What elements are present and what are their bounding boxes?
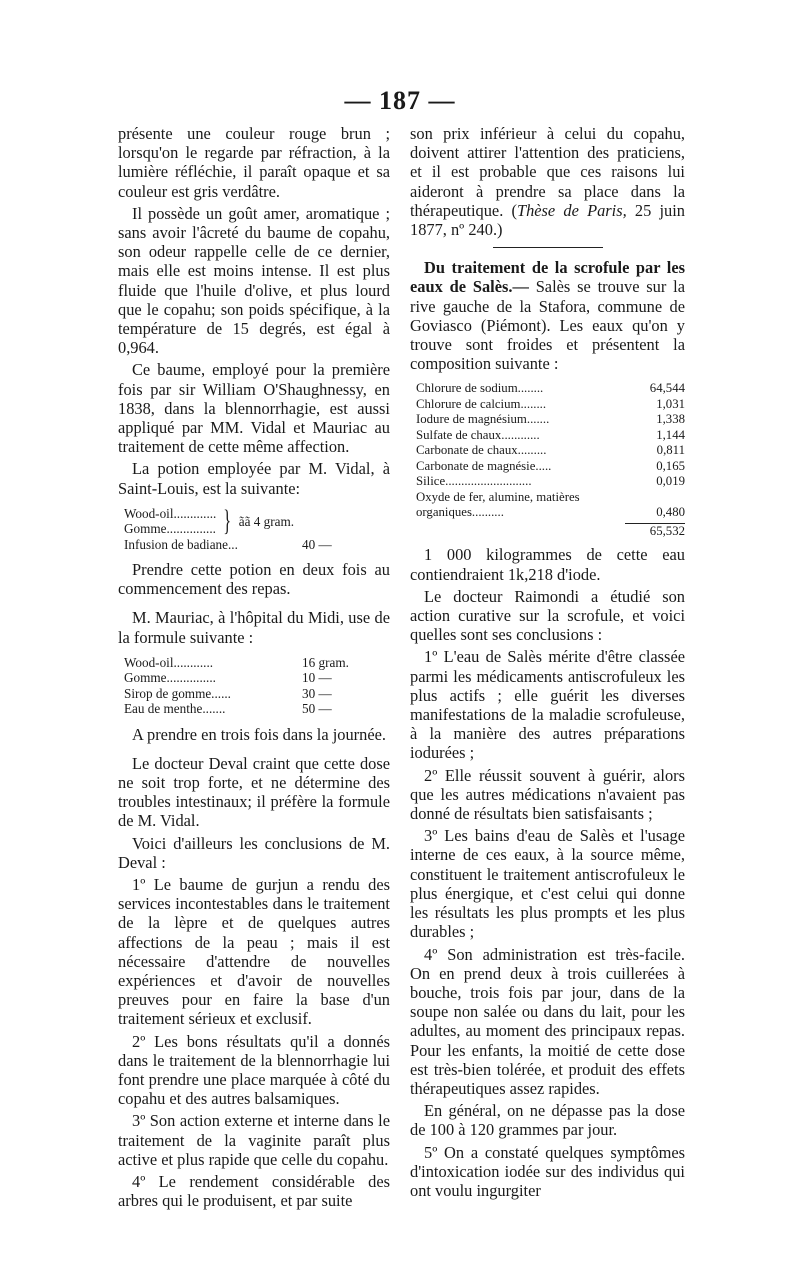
compound-name: Carbonate de chaux......... bbox=[416, 443, 547, 458]
water-composition-table bbox=[416, 381, 685, 539]
compound-value: 1,338 bbox=[656, 412, 685, 427]
section-heading: Du traitement de la scrofule par les eaux de Salès.— bbox=[410, 258, 685, 297]
compound-value: 1,144 bbox=[656, 427, 685, 442]
paragraph: M. Mauriac, à l'hôpital du Midi, use de la formule suivante : bbox=[118, 608, 390, 647]
paragraph: Voici d'ailleurs les conclusions de M. Deval : bbox=[118, 833, 390, 872]
recipe-item: Gomme............... bbox=[124, 670, 216, 686]
paragraph: Le docteur Raimondi a étudié son action curative sur la scrofule, et voici quelles sont ses conclusions : bbox=[410, 586, 685, 645]
compound-value: 0,480 bbox=[656, 505, 685, 520]
paragraph: 1º Le baume de gurjun a rendu des services incontestables dans le traitement de la lèpre et de quelques autres affections de la peau ; mais il est nécessaire d'attendre de nouvelles expériences et d'avoir de nouvelles preuves pour en faire la base d'un traitement sérieux et exclusif. bbox=[118, 874, 390, 1029]
paragraph: 4º Le rendement considérable des arbres qui le produisent, et par suite bbox=[118, 1171, 390, 1211]
paragraph: 2º Elle réussit souvent à guérir, alors que les autres médications n'avaient pas donné de résultats bien satisfaisants ; bbox=[410, 765, 685, 824]
compound-value: 0,019 bbox=[656, 474, 685, 489]
recipe-item: Eau de menthe....... bbox=[124, 701, 226, 717]
section-paragraph bbox=[410, 258, 685, 373]
recipe-vidal bbox=[124, 506, 390, 552]
compound-name: Chlorure de calcium........ bbox=[416, 396, 547, 411]
paragraph: 2º Les bons résultats qu'il a donnés dans le traitement de la blennorrhagie lui font prendre une place marquée à côté du copahu et des autres balsamiques. bbox=[118, 1031, 390, 1109]
compound-name: Carbonate de magnésie..... bbox=[416, 458, 552, 473]
recipe-quantity: 50 — bbox=[302, 701, 332, 717]
recipe-item: Gomme............... bbox=[124, 521, 216, 537]
recipe-quantity: 10 — bbox=[302, 670, 332, 686]
table-row bbox=[416, 397, 685, 413]
table-total: 65,532 bbox=[625, 523, 685, 540]
paragraph: A prendre en trois fois dans la journée. bbox=[132, 724, 386, 744]
compound-name: Sulfate de chaux............ bbox=[416, 427, 540, 442]
paragraph: Prendre cette potion en deux fois au commencement des repas. bbox=[118, 560, 390, 599]
paragraph: Ce baume, employé pour la première fois par sir William O'Shaughnessy, en 1838, dans la blennorrhagie, est aussi appliqué par MM. Vidal et Mauriac au traitement de cette même affection. bbox=[118, 360, 390, 457]
table-row bbox=[416, 490, 685, 521]
compound-value: 0,811 bbox=[656, 443, 685, 458]
paragraph: 1º L'eau de Salès mérite d'être classée parmi les médicaments antiscrofuleux les plus actifs ; elle guérit les diverses manifestations de la maladie scrofuleuse, à la manière des autres préparations iodurées ; bbox=[410, 647, 685, 763]
section-divider bbox=[493, 247, 603, 248]
paragraph: En général, on ne dépasse pas la dose de 100 à 120 grammes par jour. bbox=[410, 1101, 685, 1140]
paragraph: Il possède un goût amer, aromatique ; sans avoir l'âcreté du baume de copahu, son odeur rappelle celle de ce dernier, mais elle est moins intense. Il est plus fluide que l'huile d'olive, et plus lourd que le copahu; son poids spécifique, à la température de 15 degrés, est égal à 0,964. bbox=[118, 203, 390, 358]
paragraph-text: 25 juin 1877, nº 240.) bbox=[410, 200, 685, 240]
recipe-item: Wood-oil............ bbox=[124, 654, 214, 670]
recipe-item: Wood-oil............. bbox=[124, 505, 217, 521]
recipe-quantity: 40 — bbox=[302, 536, 332, 552]
paragraph: 1 000 kilogrammes de cette eau contiendraient 1k,218 d'iode. bbox=[410, 545, 685, 584]
paragraph: Le docteur Deval craint que cette dose ne soit trop forte, et ne détermine des troubles intestinaux; il préfère la formule de M. Vidal. bbox=[118, 753, 390, 831]
right-column bbox=[410, 124, 685, 1203]
compound-value: 0,165 bbox=[656, 458, 685, 473]
recipe-quantity: 30 — bbox=[302, 685, 332, 701]
paragraph: 3º Son action externe et interne dans le traitement de la vaginite paraît plus active et plus rapide que celle du copahu. bbox=[118, 1111, 390, 1169]
table-row bbox=[416, 428, 685, 444]
recipe-mauriac bbox=[124, 655, 390, 717]
paragraph bbox=[410, 124, 685, 239]
brace: } bbox=[223, 504, 232, 538]
table-row bbox=[416, 443, 685, 459]
page-number: — 187 — bbox=[344, 86, 456, 115]
paragraph: La potion employée par M. Vidal, à Saint-Louis, est la suivante: bbox=[118, 459, 390, 498]
compound-value: 1,031 bbox=[656, 396, 685, 411]
compound-name: Iodure de magnésium....... bbox=[416, 412, 550, 427]
citation-title: Thèse de Paris, bbox=[516, 200, 627, 220]
paragraph: 4º Son administration est très-facile. On en prend deux à trois cuillerées à bouche, trois fois par jour, dans de la soupe non salée ou dans du lait, pour les adultes, au moment des principaux repas. Pour les enfants, la moitié de cette dose est très-bien tolérée, et produit des effets thérapeutiques assez rapides. bbox=[410, 944, 685, 1098]
compound-name: Oxyde de fer, alumine, matières organiques.......... bbox=[416, 489, 580, 520]
paragraph: présente une couleur rouge brun ; lorsqu'on le regarde par réfraction, à la lumière réfléchie, il paraît opaque et sa couleur est gris verdâtre. bbox=[118, 124, 390, 201]
recipe-item: Sirop de gomme...... bbox=[124, 685, 231, 701]
paragraph-text: Salès se trouve sur la rive gauche de la Stafora, commune de Goviasco (Piémont). Les eaux qu'on y trouve sont froides et présentent la composition suivante : bbox=[410, 277, 685, 374]
left-column bbox=[118, 124, 390, 1213]
table-row bbox=[416, 474, 685, 490]
table-row bbox=[416, 381, 685, 397]
table-row bbox=[416, 412, 685, 428]
table-row bbox=[416, 459, 685, 475]
paragraph-text: son prix inférieur à celui du copahu, doivent attirer l'attention des praticiens, et il est probable que ces raisons lui aideront à prendre sa place dans la thérapeutique. ( bbox=[410, 124, 685, 220]
paragraph: 5º On a constaté quelques symptômes d'intoxication iodée sur des individus qui ont voulu ingurgiter bbox=[410, 1142, 685, 1200]
paragraph: 3º Les bains d'eau de Salès et l'usage interne de ces eaux, à la source même, constituent le traitement antiscrofuleux le plus énergique, et c'est celui qui donne les résultats les plus prompts et les plus durables ; bbox=[410, 826, 685, 942]
recipe-quantity: 16 gram. bbox=[302, 654, 349, 670]
compound-value: 64,544 bbox=[649, 381, 685, 396]
recipe-quantity: ãã 4 gram. bbox=[238, 513, 295, 529]
compound-name: Silice........................... bbox=[416, 474, 532, 489]
recipe-item: Infusion de badiane... bbox=[124, 536, 238, 552]
compound-name: Chlorure de sodium........ bbox=[416, 381, 544, 396]
